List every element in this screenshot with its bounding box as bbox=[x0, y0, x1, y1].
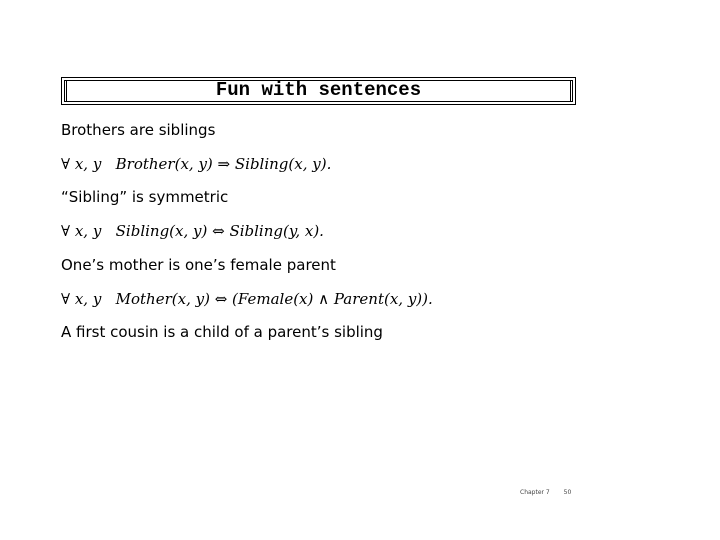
slide-footer bbox=[520, 489, 571, 496]
forall-symbol: ∀ bbox=[61, 222, 71, 240]
forall-symbol: ∀ bbox=[61, 290, 71, 308]
statement-mother-definition: One’s mother is one’s female parent bbox=[61, 256, 336, 274]
statement-sibling-symmetric: “Sibling” is symmetric bbox=[61, 188, 229, 206]
formula-body: Mother(x, y) ⇔ (Female(x) ∧ Parent(x, y)). bbox=[115, 290, 433, 308]
footer-page-number: 50 bbox=[563, 489, 572, 496]
forall-symbol: ∀ bbox=[61, 155, 71, 173]
slide-title: Fun with sentences bbox=[215, 79, 422, 101]
formula-sibling-symmetric bbox=[61, 222, 324, 240]
formula-variables: x, y bbox=[74, 222, 102, 240]
formula-mother-definition bbox=[61, 290, 433, 308]
formula-body: Sibling(x, y) ⇔ Sibling(y, x). bbox=[115, 222, 324, 240]
formula-variables: x, y bbox=[74, 290, 102, 308]
footer-chapter: Chapter 7 bbox=[520, 489, 550, 496]
statement-brothers-siblings: Brothers are siblings bbox=[61, 121, 216, 139]
formula-brothers-siblings bbox=[61, 155, 331, 173]
formula-body: Brother(x, y) ⇒ Sibling(x, y). bbox=[115, 155, 332, 173]
statement-first-cousin: A first cousin is a child of a parent’s sibling bbox=[61, 323, 383, 341]
slide-title-box bbox=[61, 77, 576, 105]
formula-variables: x, y bbox=[74, 155, 102, 173]
